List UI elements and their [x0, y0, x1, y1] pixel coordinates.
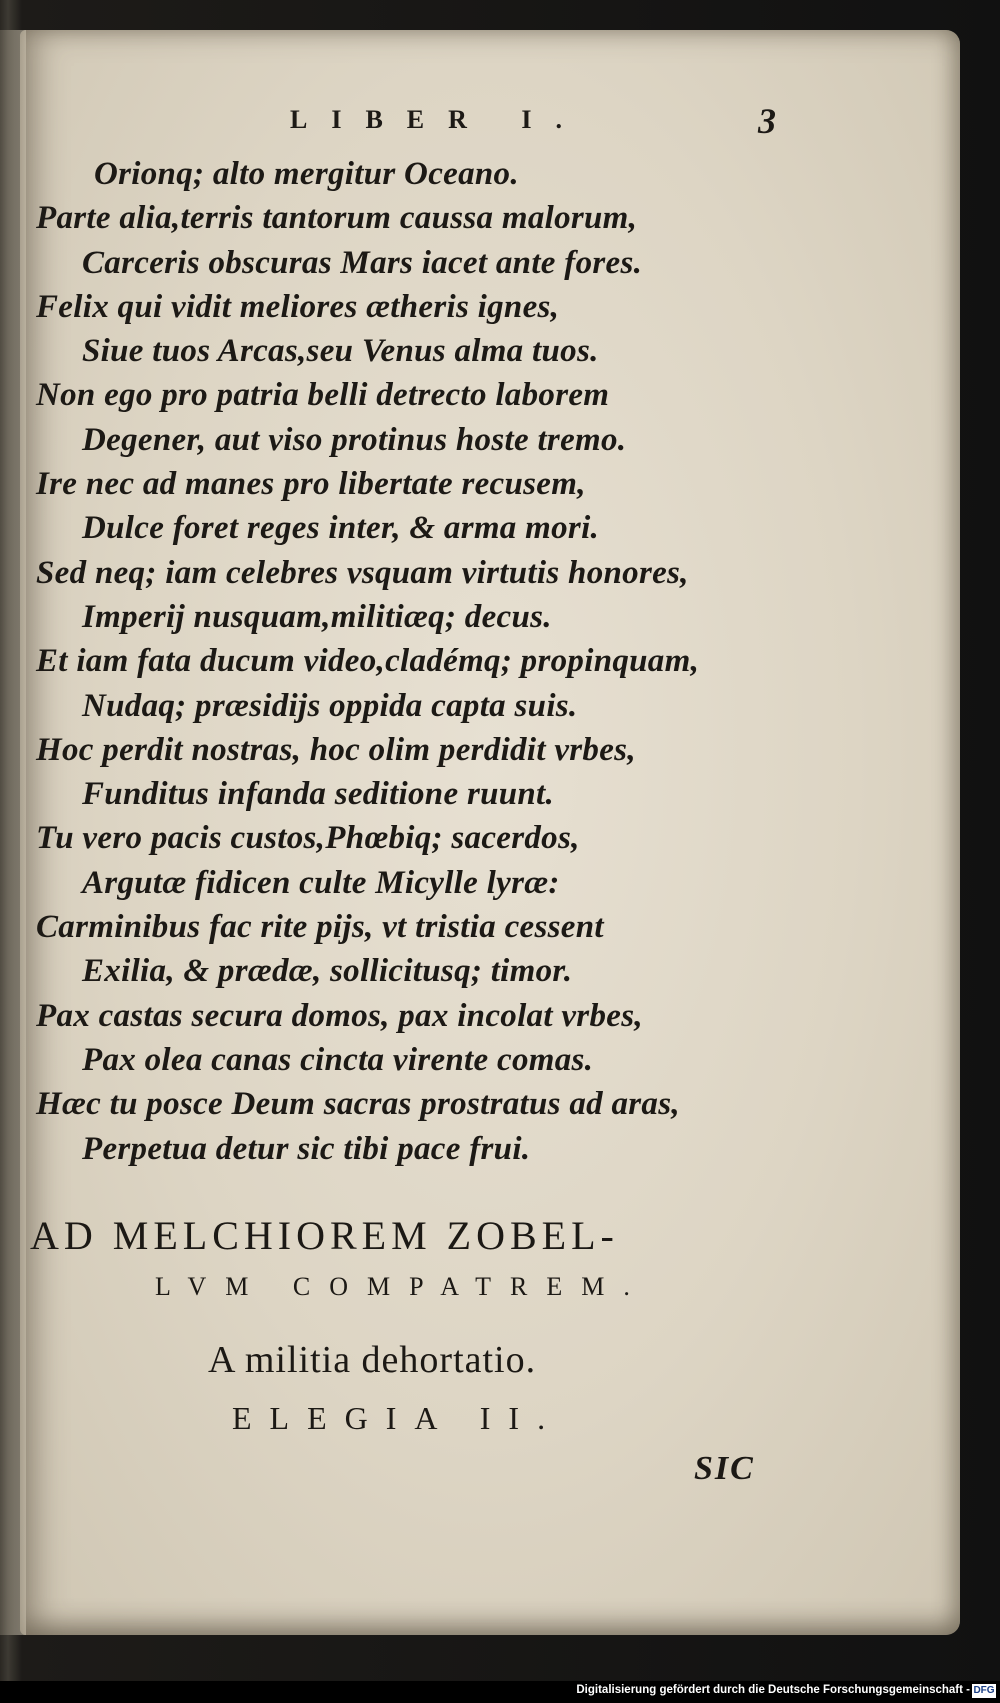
poem-line: Felix qui vidit meliores ætheris ignes,: [36, 288, 560, 325]
poem-text: [36, 152, 776, 1171]
poem-line: Argutæ fidicen culte Micylle lyræ:: [82, 864, 560, 901]
digitization-credit: Digitalisierung gefördert durch die Deutsche Forschungsgemeinschaft -: [576, 1684, 970, 1696]
poem-line: Nudaq; præsidijs oppida capta suis.: [82, 687, 578, 724]
poem-line: Siue tuos Arcas,seu Venus alma tuos.: [82, 333, 599, 370]
section-heading: AD MELCHIOREM ZOBEL-: [30, 1213, 619, 1258]
poem-line: Pax olea canas cincta virente comas.: [82, 1041, 594, 1078]
poem-line: Hoc perdit nostras, hoc olim perdidit vrbes,: [36, 731, 636, 768]
poem-line: Imperij nusquam,militiæq; decus.: [82, 598, 552, 635]
page-spine-shadow: [0, 30, 26, 1635]
poem-line: Carceris obscuras Mars iacet ante fores.: [82, 244, 643, 281]
page-number: 3: [758, 101, 776, 141]
poem-line: Parte alia,terris tantorum caussa malorum,: [36, 200, 638, 237]
poem-line: Pax castas secura domos, pax incolat vrbes,: [36, 997, 643, 1034]
poem-line: Sed neq; iam celebres vsquam virtutis honores,: [36, 554, 689, 591]
poem-line: Perpetua detur sic tibi pace frui.: [82, 1130, 531, 1167]
poem-line: Non ego pro patria belli detrecto laborem: [36, 377, 610, 414]
poem-line: Funditus infanda seditione ruunt.: [82, 776, 555, 813]
poem-line: Hæc tu posce Deum sacras prostratus ad aras,: [36, 1086, 680, 1123]
section-subtitle: A militia dehortatio.: [208, 1339, 537, 1381]
poem-line: Orionq; alto mergitur Oceano.: [94, 156, 519, 192]
dfg-logo: DFG: [973, 1685, 995, 1696]
poem-line: Ire nec ad manes pro libertate recusem,: [36, 466, 586, 503]
catchword: SIC: [694, 1450, 755, 1487]
poem-line: Degener, aut viso protinus hoste tremo.: [82, 421, 627, 458]
section-heading-continuation: LVM COMPATREM.: [155, 1272, 649, 1301]
poem-line: Exilia, & prædæ, sollicitusq; timor.: [82, 953, 573, 990]
poem-line: Tu vero pacis custos,Phœbiq; sacerdos,: [36, 820, 580, 857]
running-head: LIBER I.: [290, 105, 587, 134]
poem-line: Et iam fata ducum video,cladémq; propinquam,: [36, 643, 700, 680]
poem-line: Carminibus fac rite pijs, vt tristia cessent: [36, 909, 604, 946]
poem-line: Dulce foret reges inter, & arma mori.: [82, 510, 600, 547]
elegy-number: ELEGIA II.: [232, 1400, 564, 1436]
